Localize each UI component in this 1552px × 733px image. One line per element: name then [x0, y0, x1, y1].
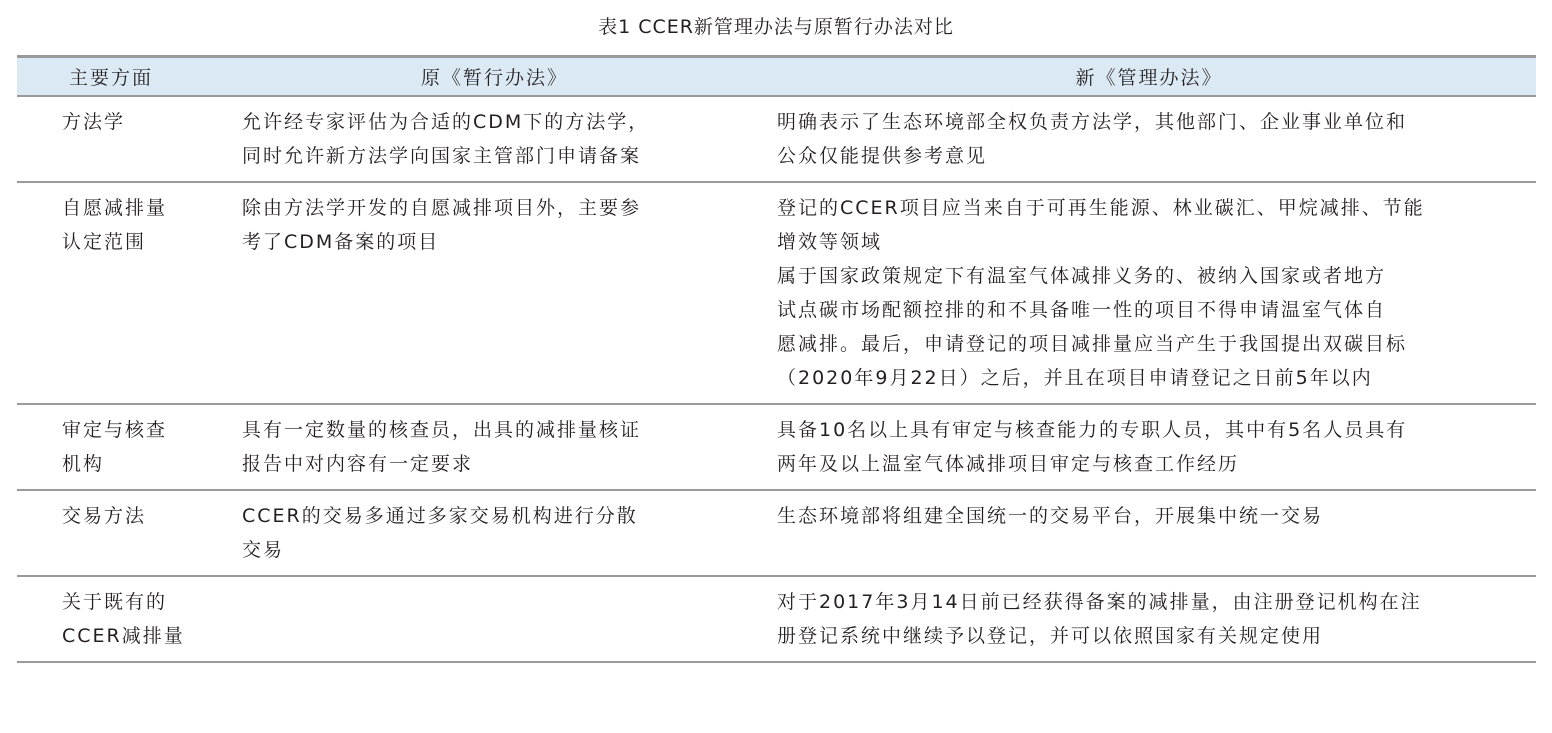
table-body: [17, 96, 1536, 662]
cell-text-line: 交易方法: [62, 505, 147, 527]
cell-text-line: 公众仅能提供参考意见: [777, 145, 988, 167]
cell-text-line: 自愿减排量: [62, 197, 168, 219]
cell-text-line: （2020年9月22日）之后，并且在项目申请登记之日前5年以内: [777, 367, 1373, 389]
cell-text-line: 认定范围: [62, 231, 147, 253]
cell-text-line: 报告中对内容有一定要求: [242, 453, 474, 475]
header-new-measures: 新《管理办法》: [1075, 67, 1223, 89]
table-row: [17, 576, 1536, 662]
cell-text-line: 方法学: [62, 111, 126, 133]
header-row: [17, 57, 1536, 97]
cell-text-line: 交易: [242, 539, 285, 561]
table-row: [17, 182, 1536, 404]
cell-text-line: 机构: [62, 453, 105, 475]
cell-text-line: 明确表示了生态环境部全权负责方法学，其他部门、企业事业单位和: [777, 111, 1408, 133]
table-row: [17, 96, 1536, 182]
cell-text-line: 允许经专家评估为合适的CDM下的方法学，: [242, 111, 650, 133]
cell-text-line: 具有一定数量的核查员，出具的减排量核证: [242, 419, 642, 441]
cell-old-measures: [227, 96, 762, 182]
cell-text-line: 愿减排。最后，申请登记的项目减排量应当产生于我国提出双碳目标: [777, 333, 1408, 355]
table-header: [17, 57, 1536, 97]
cell-old-measures: [227, 182, 762, 404]
cell-text-line: 审定与核查: [62, 419, 168, 441]
table-row: [17, 404, 1536, 490]
header-old-measures: 原《暂行办法》: [420, 67, 568, 89]
comparison-table: [17, 55, 1536, 663]
table-row: [17, 490, 1536, 576]
cell-text-line: 属于国家政策规定下有温室气体减排义务的、被纳入国家或者地方: [777, 265, 1387, 287]
cell-text-line: 试点碳市场配额控排的和不具备唯一性的项目不得申请温室气体自: [777, 299, 1387, 321]
cell-text-line: 增效等领域: [777, 231, 883, 253]
cell-new-measures: [762, 404, 1536, 490]
cell-text-line: 对于2017年3月14日前已经获得备案的减排量，由注册登记机构在注: [777, 591, 1422, 613]
cell-text-line: 同时允许新方法学向国家主管部门申请备案: [242, 145, 642, 167]
cell-text-line: 登记的CCER项目应当来自于可再生能源、林业碳汇、甲烷减排、节能: [777, 197, 1425, 219]
cell-text-line: 考了CDM备案的项目: [242, 231, 440, 253]
table-caption: 表1 CCER新管理办法与原暂行办法对比: [598, 16, 954, 38]
cell-old-measures: [227, 576, 762, 662]
header-aspect: 主要方面: [69, 67, 154, 89]
cell-aspect: [17, 576, 227, 662]
cell-text-line: 除由方法学开发的自愿减排项目外，主要参: [242, 197, 642, 219]
cell-text-line: 关于既有的: [62, 591, 168, 613]
cell-text-line: CCER的交易多通过多家交易机构进行分散: [242, 505, 638, 527]
cell-aspect: [17, 96, 227, 182]
cell-new-measures: [762, 96, 1536, 182]
cell-aspect: [17, 404, 227, 490]
cell-text-line: 生态环境部将组建全国统一的交易平台，开展集中统一交易: [777, 505, 1324, 527]
cell-old-measures: [227, 490, 762, 576]
cell-new-measures: [762, 182, 1536, 404]
cell-text-line: 册登记系统中继续予以登记，并可以依照国家有关规定使用: [777, 625, 1324, 647]
cell-new-measures: [762, 576, 1536, 662]
cell-text-line: 两年及以上温室气体减排项目审定与核查工作经历: [777, 453, 1240, 475]
cell-new-measures: [762, 490, 1536, 576]
cell-text-line: CCER减排量: [62, 625, 185, 647]
cell-old-measures: [227, 404, 762, 490]
cell-aspect: [17, 490, 227, 576]
cell-aspect: [17, 182, 227, 404]
comparison-table-container: [17, 55, 1536, 663]
cell-text-line: 具备10名以上具有审定与核查能力的专职人员，其中有5名人员具有: [777, 419, 1408, 441]
